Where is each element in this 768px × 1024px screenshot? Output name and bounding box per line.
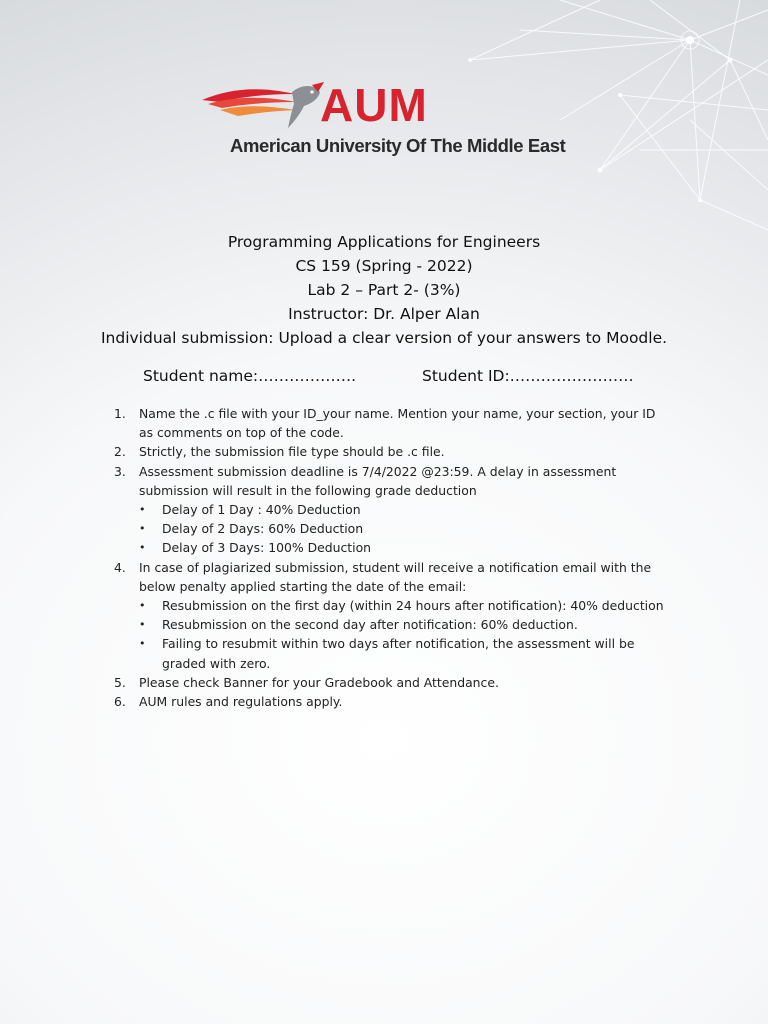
sub-list — [139, 500, 674, 558]
item-line: Strictly, the submission file type should be .c file. — [139, 444, 445, 460]
item-line: Resubmission on the first day (within 24 hours after notification): 40% deduction — [162, 598, 664, 614]
course-code: CS 159 (Spring - 2022) — [295, 257, 473, 275]
item-line: Name the .c file with your ID_your name. Mention your name, your section, your ID — [139, 406, 656, 421]
list-number: 2. — [114, 444, 126, 460]
list-number: 6. — [114, 694, 126, 710]
list-item — [114, 673, 674, 692]
item-line: Delay of 1 Day : 40% Deduction — [162, 502, 361, 518]
list-item — [114, 442, 674, 461]
item-line: submission will result in the following grade deduction — [139, 482, 477, 498]
item-line: Failing to resubmit within two days after notification, the assessment will be — [162, 636, 635, 652]
sub-list — [139, 596, 674, 673]
lab-title: Lab 2 – Part 2- (3%) — [307, 281, 461, 299]
submission-instruction: Individual submission: Upload a clear version of your answers to Moodle. — [100, 329, 668, 347]
bullet-icon: • — [139, 522, 146, 536]
list-item — [114, 558, 674, 673]
logo-wordmark: AUM — [320, 79, 428, 131]
list-item — [114, 462, 674, 558]
document-header — [0, 230, 768, 350]
bullet-icon: • — [139, 637, 146, 651]
course-title: Programming Applications for Engineers — [227, 233, 541, 251]
student-name-field: Student name:………………. — [143, 367, 357, 385]
sub-list-item — [139, 538, 674, 557]
list-number: 1. — [114, 406, 126, 421]
sub-list-item — [139, 634, 674, 672]
item-line: below penalty applied starting the date of the email: — [139, 578, 467, 594]
student-id-field: Student ID:…………………… — [422, 367, 634, 385]
instruction-list — [114, 404, 674, 711]
bullet-icon: • — [139, 541, 146, 555]
item-line: as comments on top of the code. — [139, 425, 344, 441]
bullet-icon: • — [139, 599, 146, 613]
item-line: Please check Banner for your Gradebook and Attendance. — [139, 674, 499, 690]
item-line: In case of plagiarized submission, student will receive a notification email with the — [139, 559, 652, 575]
sub-list-item — [139, 500, 674, 519]
list-number: 3. — [114, 463, 126, 479]
list-item — [114, 404, 674, 442]
aum-logo — [200, 80, 580, 160]
logo-subtitle: American University Of The Middle East — [230, 135, 566, 156]
sub-list-item — [139, 615, 674, 634]
sub-list-item — [139, 519, 674, 538]
item-line: graded with zero. — [162, 655, 271, 671]
list-item — [114, 692, 674, 711]
item-line: AUM rules and regulations apply. — [139, 694, 343, 710]
sub-list-item — [139, 596, 674, 615]
bullet-icon: • — [139, 503, 146, 517]
list-number: 5. — [114, 674, 126, 690]
item-line: Assessment submission deadline is 7/4/2022 @23:59. A delay in assessment — [139, 463, 617, 479]
instructor-line: Instructor: Dr. Alper Alan — [288, 305, 480, 323]
item-line: Delay of 2 Days: 60% Deduction — [162, 521, 364, 537]
bullet-icon: • — [139, 618, 146, 632]
item-line: Resubmission on the second day after notification: 60% deduction. — [162, 617, 578, 633]
list-number: 4. — [114, 559, 126, 575]
phoenix-bird-icon — [200, 80, 330, 130]
item-line: Delay of 3 Days: 100% Deduction — [162, 540, 372, 556]
